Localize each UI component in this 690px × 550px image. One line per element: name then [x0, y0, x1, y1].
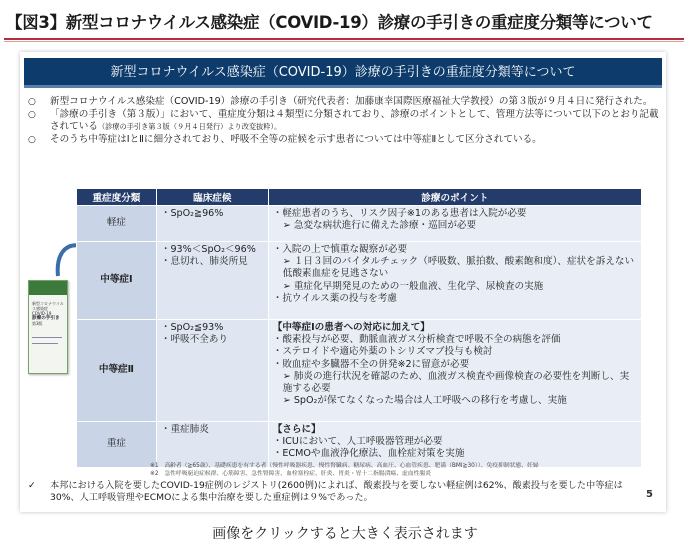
severity-cell: 中等症Ⅱ — [77, 320, 157, 422]
bullet-text-note: （診療の手引き第３版（９月４日発行）より改変抜粋）。 — [97, 122, 282, 132]
symptom-line: ・SpO₂≦93% — [160, 322, 224, 333]
click-to-enlarge-caption[interactable]: 画像をクリックすると大きく表示されます — [212, 526, 478, 542]
table-row — [77, 422, 642, 468]
book-cover-line: 新型コロナウイルス感染症 — [32, 301, 64, 311]
symptom-line: ・呼吸不全あり — [160, 334, 229, 346]
point-line: ・ECMOや血液浄化療法、血栓症対策を実施 — [272, 448, 465, 460]
severity-cell: 軽症 — [77, 206, 157, 242]
guideline-book-cover — [28, 280, 68, 374]
point-cell — [268, 206, 641, 242]
title-divider-thin — [4, 41, 684, 42]
severity-cell: 中等症Ⅰ — [77, 242, 157, 320]
table-row — [77, 206, 642, 242]
point-line: ➢ 重症化早期発見のための一般血液、生化学、尿検査の実施 — [282, 280, 544, 292]
circle-bullet-icon: ○ — [28, 97, 36, 107]
bullet-item — [28, 134, 660, 147]
book-cover-line: 診療の手引き — [32, 316, 60, 321]
bullet-text: そのうち中等症はⅠとⅡに細分されており、呼吸不全等の症候を示す患者については中等症Ⅱとして区分されている。 — [50, 133, 542, 145]
bullet-text — [50, 109, 660, 134]
symptom-cell — [156, 320, 268, 422]
symptom-line: ・SpO₂≧96% — [160, 208, 224, 219]
circle-bullet-icon: ○ — [28, 109, 36, 120]
point-line: ・入院の上で慎重な観察が必要 — [272, 244, 408, 255]
point-line: 【中等症Ⅰの患者への対応に加えて】 — [272, 322, 430, 333]
page-number: 5 — [646, 489, 653, 500]
book-cover-line: COVID-19 — [32, 311, 52, 316]
table-header-row — [77, 189, 642, 206]
point-line: ・ステロイドや適応外薬のトシリズマブ投与も検討 — [272, 346, 493, 358]
point-line: 【さらに】 — [272, 424, 321, 435]
summary-text: 本邦における入院を要したCOVID-19症例のレジストリ(2600例)によれば、酸素投与を要しない軽症例は62%、酸素投与を要した中等症は30%、人工呼吸管理やECMOによる集中治療を要した重症例は９%であった。 — [50, 480, 623, 503]
point-line: ・軽症患者のうち、リスク因子※1のある患者は入院が必要 — [272, 208, 527, 219]
point-line: ・ICUにおいて、人工呼吸器管理が必要 — [272, 436, 443, 448]
point-cell — [268, 422, 641, 468]
column-header: 診療のポイント — [268, 189, 641, 206]
book-cover-rule — [32, 337, 62, 338]
slide-header: 新型コロナウイルス感染症（COVID-19）診療の手引きの重症度分類等について — [24, 58, 662, 88]
check-icon: ✓ — [28, 480, 36, 491]
intro-bullets — [28, 96, 660, 146]
column-header: 重症度分類 — [77, 189, 157, 206]
symptom-line: ・93%＜SpO₂＜96% — [160, 244, 256, 255]
circle-bullet-icon: ○ — [28, 134, 36, 145]
point-line: ➢ 肺炎の進行状況を確認のため、血液ガス検査や画像検査の必要性を判断し、実施する必要 — [282, 370, 630, 395]
point-line: ・敗血症や多臓器不全の併発※2に留意が必要 — [272, 358, 470, 370]
symptom-line: ・息切れ、肺炎所見 — [160, 256, 248, 268]
footnote: ※1 高齢者（≧65歳）、基礎疾患を有する者（慢性呼吸器疾患、慢性腎臓病、糖尿病、高血圧、心血管疾患、肥満（BMI≧30））、免疫抑制状態、妊婦 — [150, 463, 539, 469]
bullet-text: 新型コロナウイルス感染症（COVID-19）診療の手引き（研究代表者：加藤康幸国際医療福祉大学教授）の第３版が９月４日に発行された。 — [50, 96, 653, 107]
point-line: ・酸素投与が必要、動脈血液ガス分析検査で呼吸不全の病態を評価 — [272, 334, 561, 346]
point-line: ➢ SpO₂が保てなくなった場合は人工呼吸への移行を考慮し、実施 — [282, 395, 567, 407]
point-cell — [268, 242, 641, 320]
severity-table — [76, 188, 642, 468]
bullet-item — [28, 109, 660, 134]
symptom-cell — [156, 242, 268, 320]
book-cover-rule — [32, 343, 58, 344]
point-line: ・抗ウイルス薬の投与を考慮 — [272, 292, 397, 304]
symptom-cell — [156, 206, 268, 242]
table-row — [77, 242, 642, 320]
point-line: ➢ １日３回のバイタルチェック（呼吸数、脈拍数、酸素飽和度）、症状を訴えない低酸素血症を見逃さない — [282, 256, 635, 280]
table-row — [77, 320, 642, 422]
book-cover-text — [32, 301, 67, 326]
bullet-text-main: 「診療の手引き（第３版）」において、重症度分類は４類型に分類されており、診療のポイントとして、管理方法等について以下のとおり記載されている — [50, 108, 659, 133]
book-cover-band — [29, 281, 67, 295]
column-header: 臨床症候 — [156, 189, 268, 206]
slide-image[interactable] — [20, 52, 666, 512]
book-cover-line: 第3版 — [32, 321, 43, 326]
symptom-cell — [156, 422, 268, 468]
point-line: ➢ 急変な病状進行に備えた診療・巡回が必要 — [282, 220, 477, 232]
point-cell — [268, 320, 641, 422]
severity-cell: 重症 — [77, 422, 157, 468]
footnotes — [150, 462, 658, 478]
bullet-item — [28, 96, 660, 109]
page-title: 【図3】新型コロナウイルス感染症（COVID-19）診療の手引きの重症度分類等について — [6, 13, 653, 32]
title-divider — [4, 38, 684, 40]
symptom-line: ・重症肺炎 — [160, 424, 209, 435]
footnote: ※2 急性呼吸窮迫症候群、心筋障害、急性腎障害、血栓塞栓症、肝炎、胃炎・胃十二指腸潰瘍、虚血性腸炎 — [150, 471, 431, 477]
summary-note — [28, 480, 638, 504]
